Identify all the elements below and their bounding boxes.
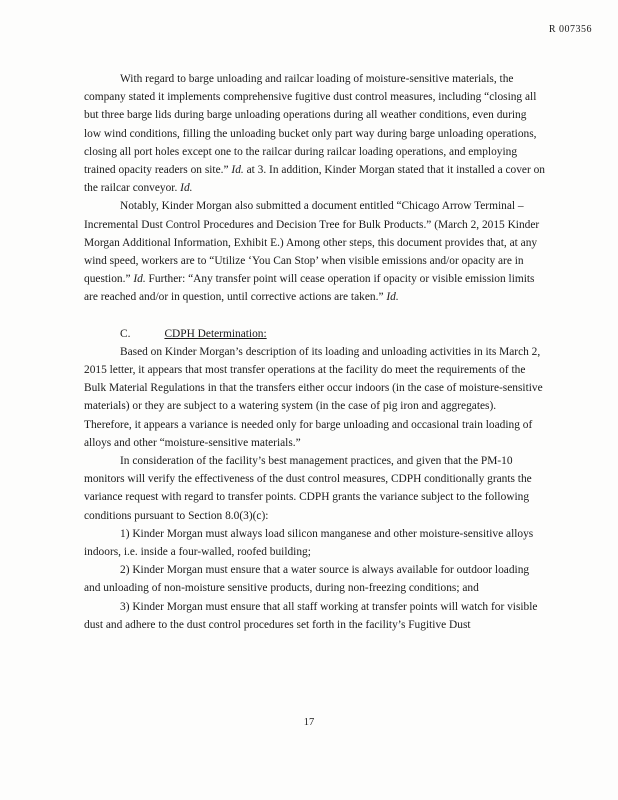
paragraph-transfer-operations: Based on Kinder Morgan’s description of its loading and unloading activities in its March 2, 2015 letter, it appears that most transfer operations at the facility do meet the requirements of the Bulk Material Regulations in that the transfers either occur indoors (in the case of moisture-sensitive materials) or they are subject to a watering system (in the case of pig iron and aggregates). Therefore, it appears a variance is needed only for barge unloading and occasional train loading of alloys and other “moisture-sensitive materials.” <box>84 345 543 449</box>
condition-item: 1) Kinder Morgan must always load silicon manganese and other moisture-sensitive alloys indoors, i.e. inside a four-walled, roofed building; <box>84 527 534 559</box>
paragraph-text: at 3. In addition, Kinder Morgan stated that it installed a cover on the railcar conveyor. <box>84 164 546 195</box>
spacer <box>84 307 546 325</box>
section-title: CDPH Determination: <box>164 327 267 340</box>
citation: Id. <box>133 273 146 286</box>
paragraph-text: Notably, Kinder Morgan also submitted a document entitled “Chicago Arrow Terminal – Incremental Dust Control Procedures and Decision Tree for Bulk Products.” (March 2, 2015 Kinder Morgan Additional Information, Exhibit E.) Among other steps, this document provides that, at any wind speed, workers are to “Utilize ‘You Can Stop’ when visible emissions and/or opacity are in question.” <box>84 200 540 286</box>
page-number: 17 <box>303 717 315 728</box>
condition-item: 2) Kinder Morgan must ensure that a water source is always available for outdoor loading and unloading of non-moisture sensitive products, during non-freezing conditions; and <box>84 564 530 595</box>
paragraph-barge-unloading <box>84 70 546 197</box>
bates-number: R 007356 <box>548 24 592 35</box>
citation: Id. <box>180 182 193 195</box>
paragraph-dust-control-procedures <box>84 197 546 306</box>
citation: Id. <box>231 164 244 177</box>
document-body <box>84 70 546 634</box>
condition-item: 3) Kinder Morgan must ensure that all staff working at transfer points will watch for visible dust and adhere to the dust control procedures set forth in the facility’s Fugitive Dust <box>84 600 538 631</box>
paragraph-variance-grant: In consideration of the facility’s best management practices, and given that the PM-10 monitors will verify the effectiveness of the dust control measures, CDPH conditionally grants the variance request with regard to transfer points. CDPH grants the variance subject to the following conditions pursuant to Section 8.0(3)(c): <box>84 455 532 522</box>
paragraph-text: With regard to barge unloading and railcar loading of moisture-sensitive materials, the company stated it implements comprehensive fugitive dust control measures, including “closing all but three barge lids during barge unloading operations during all weather conditions, even during low wind conditions, filling the unloading bucket only part way during barge unloading operations, closing all port holes except one to the railcar during railcar loading operations, and employing trained opacity readers on site.” <box>84 73 537 177</box>
paragraph-text: Further: “Any transfer point will cease operation if opacity or visible emission limits are reached and/or in question, until corrective actions are taken.” <box>84 273 535 304</box>
citation: Id. <box>386 291 399 304</box>
section-heading <box>84 325 546 343</box>
section-letter: C. <box>120 327 131 340</box>
